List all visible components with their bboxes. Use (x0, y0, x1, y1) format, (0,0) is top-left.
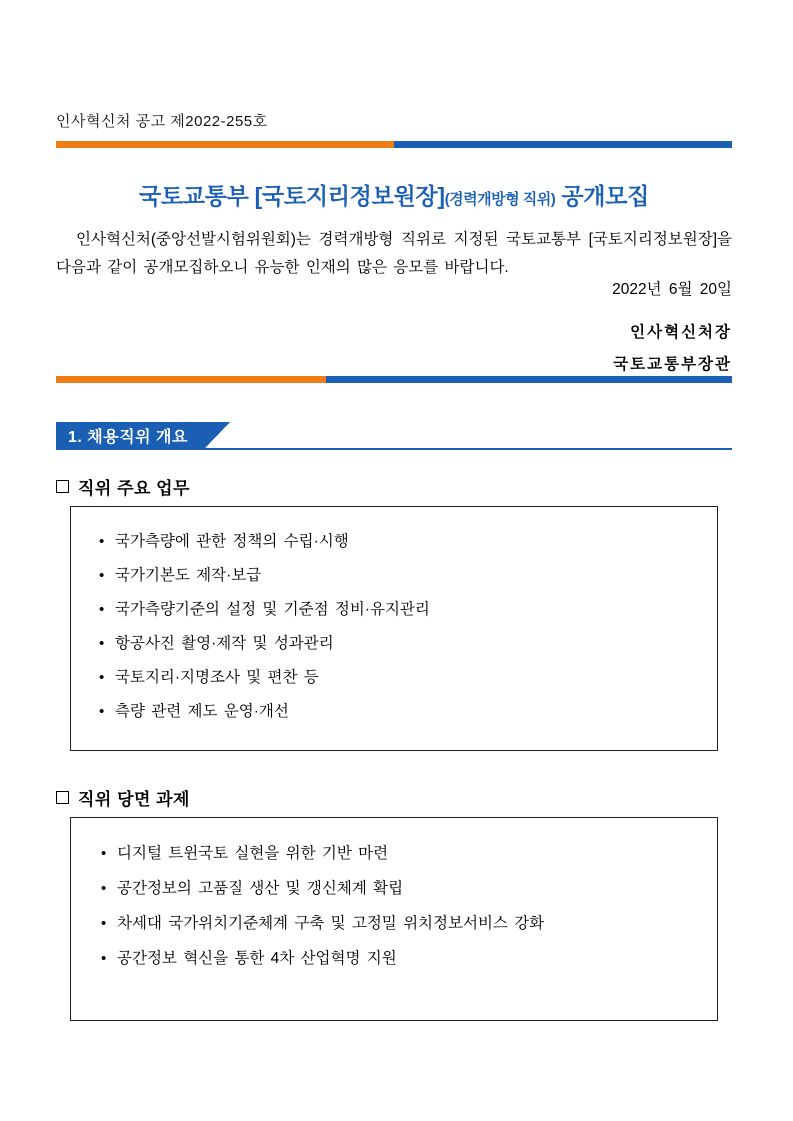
announcement-number: 인사혁신처 공고 제2022-255호 (56, 113, 268, 130)
list-item: • 디지털 트윈국토 실현을 위한 기반 마련 (101, 836, 717, 871)
list-item: • 국가측량기준의 설정 및 기준점 정비·유지관리 (99, 593, 717, 627)
header-rule-top (56, 141, 732, 148)
tasks-list (71, 836, 717, 976)
square-bullet-icon (56, 791, 69, 804)
list-item: • 국가기본도 제작·보급 (99, 559, 717, 593)
list-item: • 국가측량에 관한 정책의 수립·시행 (99, 525, 717, 559)
subsection-heading-label: 직위 당면 과제 (78, 790, 190, 809)
announcement-date: 2022년 6월 20일 (612, 281, 732, 298)
list-item: • 공간정보 혁신을 통한 4차 산업혁명 지원 (101, 941, 717, 976)
section-underline (56, 448, 732, 450)
subsection-heading-tasks (56, 785, 190, 810)
square-bullet-icon (56, 480, 69, 493)
section-banner-tail (204, 422, 230, 449)
rule-blue-segment (326, 376, 732, 383)
rule-orange-segment (56, 141, 394, 148)
section-banner-1 (56, 422, 230, 449)
signature-minister-personnel: 인사혁신처장 (630, 324, 732, 341)
signature-minister-molit: 국토교통부장관 (613, 356, 732, 373)
duties-list (71, 525, 717, 729)
lead-paragraph: 인사혁신처(중앙선발시험위원회)는 경력개방형 직위로 지정된 국토교통부 [국토지리정보원장]을 다음과 같이 공개모집하오니 유능한 인재의 많은 응모를 바랍니다. (56, 231, 732, 276)
page-title-part2: 공개모집 (555, 183, 650, 209)
list-item: • 차세대 국가위치기준체계 구축 및 고정밀 위치정보서비스 강화 (101, 906, 717, 941)
page-title-qualifier: (경력개방형 직위) (444, 191, 556, 208)
subsection-heading-duties (56, 474, 190, 499)
tasks-box (70, 817, 718, 1021)
rule-orange-segment (56, 376, 326, 383)
section-banner-label: 1. 채용직위 개요 (56, 422, 204, 449)
duties-box (70, 506, 718, 751)
page-title-part1: 국토교통부 [국토지리정보원장] (138, 183, 445, 209)
rule-blue-segment (394, 141, 732, 148)
page-title (56, 178, 732, 211)
list-item: • 항공사진 촬영·제작 및 성과관리 (99, 627, 717, 661)
list-item: • 공간정보의 고품질 생산 및 갱신체계 확립 (101, 871, 717, 906)
list-item: • 측량 관련 제도 운영·개선 (99, 695, 717, 729)
subsection-heading-label: 직위 주요 업무 (78, 479, 190, 498)
header-rule-bottom (56, 376, 732, 383)
list-item: • 국토지리·지명조사 및 편찬 등 (99, 661, 717, 695)
